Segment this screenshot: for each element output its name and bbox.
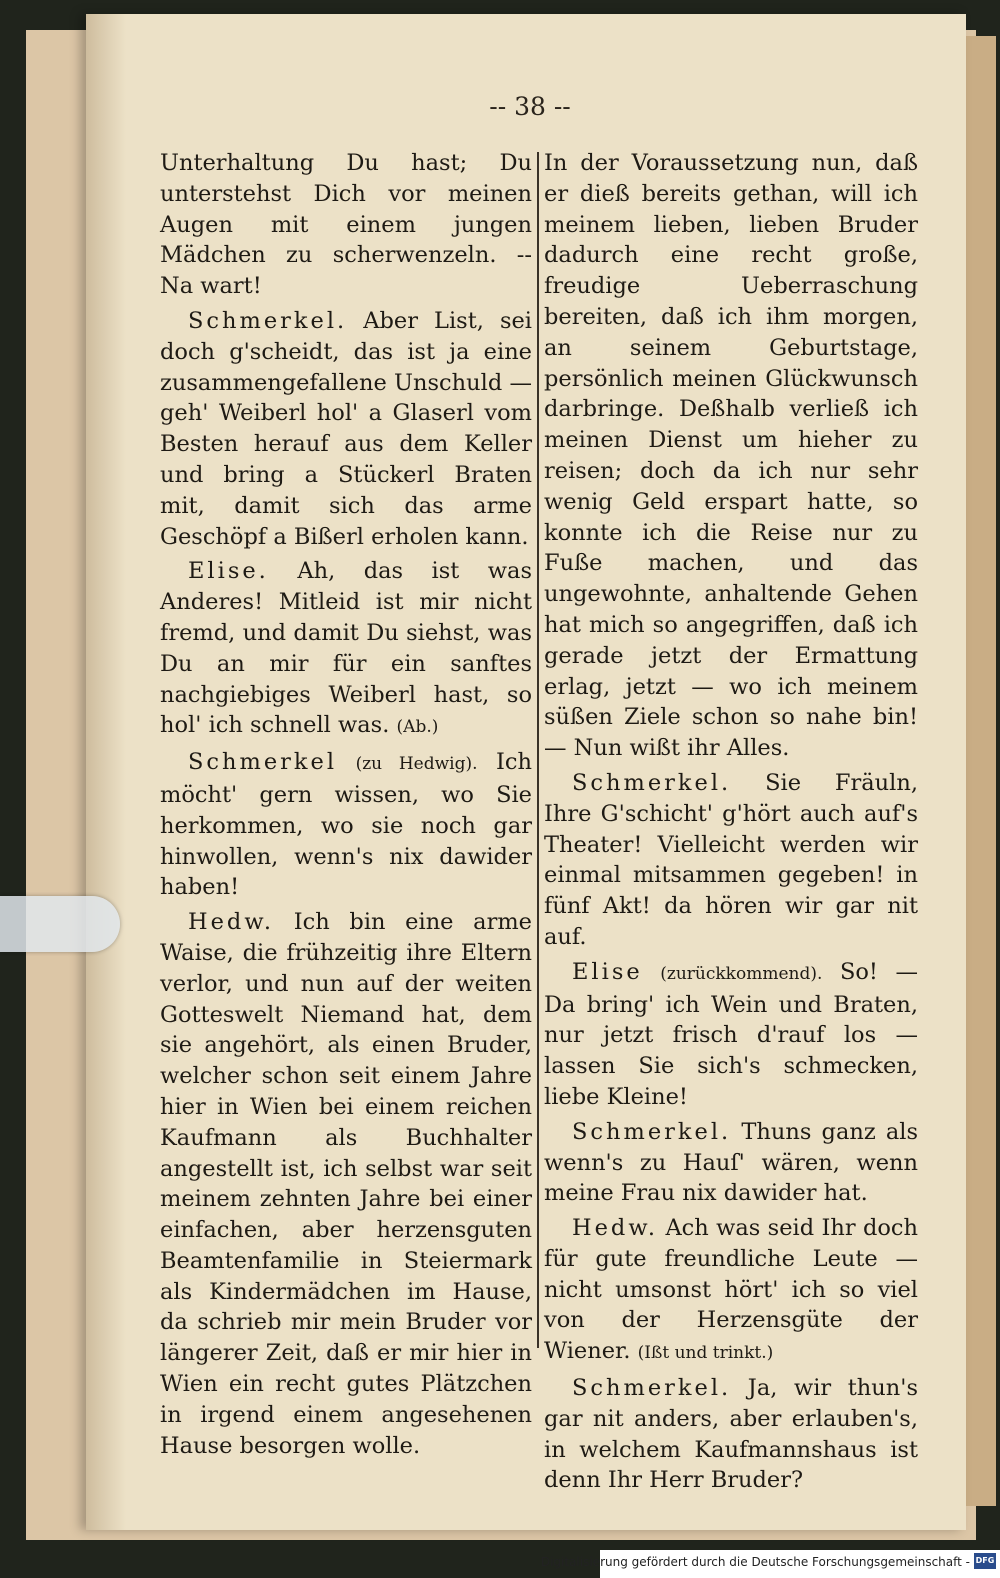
dialogue-paragraph [160, 306, 532, 552]
page-clip [0, 896, 120, 952]
page-number: -- 38 -- [489, 92, 571, 121]
dialogue-text: Ich bin eine arme Waise, die frühzeitig ihre Eltern verlor, und nun auf der weiten Gotteswelt Niemand hat, dem sie angehört, als einen Bruder, welcher schon seit einem Jahre hier in Wien bei einem reichen Kaufmann als Buchhalter angestellt ist, ich selbst war seit meinem zehnten Jahre bei einer einfachen, aber herzensguten Beamtenfamilie in Steiermark als Kindermädchen im Hause, da schrieb mir mein Bruder vor längerer Zeit, daß er mir hier in Wien ein recht gutes Plätzchen in irgend einem angesehenen Hause besorgen wolle. [160, 909, 532, 1459]
stage-direction: (Ißt und trinkt.) [637, 1343, 774, 1364]
page-edge-right [962, 36, 996, 1506]
dialogue-paragraph [160, 747, 532, 903]
dialogue-text: Thuns ganz als wenn's zu Hauſ' wären, wenn meine Frau nix dawider hat. [544, 1118, 919, 1207]
speaker-name: Hedw. [188, 909, 275, 936]
column-divider [537, 152, 539, 1348]
right-column [544, 148, 918, 1500]
dialogue-paragraph [544, 1117, 918, 1209]
speaker-name: Schmerkel. [188, 307, 348, 334]
speaker-name: Schmerkel. [572, 1375, 732, 1402]
stage-direction: (Ab.) [396, 717, 439, 738]
funding-credit: Digitalisierung gefördert durch die Deutsche Forschungsgemeinschaft - [540, 1555, 970, 1569]
paragraph: Unterhaltung Du hast; Du unterstehst Dich vor meinen Augen mit einem jungen Mädchen zu scherwenzeln. -- Na wart! [160, 150, 532, 300]
speaker-name: Schmerkel [188, 749, 338, 776]
stage-direction: (zurückkommend). [660, 963, 823, 984]
left-column [160, 148, 532, 1465]
speaker-name: Elise [572, 958, 643, 985]
dialogue-text: Ich möcht' gern wissen, wo Sie herkommen, wo sie noch gar hinwollen, wenn's nix dawider haben! [160, 749, 533, 901]
dialogue-text: Ja, wir thun's gar nit anders, aber erlauben's, in welchem Kaufmannshaus ist denn Ihr Herr Bruder? [544, 1375, 918, 1494]
dialogue-paragraph [544, 1373, 918, 1496]
dialogue-text: So! — Da bring' ich Wein und Braten, nur jetzt frisch d'rauf los — lassen Sie sich's schmecken, liebe Kleine! [544, 958, 919, 1110]
speaker-name: Schmerkel. [572, 769, 732, 796]
dfg-logo: DFG [974, 1553, 996, 1569]
stage-direction: (zu Hedwig). [355, 754, 478, 775]
dialogue-text: Ach was seid Ihr doch für gute freundliche Leute — nicht umsonst hört' ich so viel von der Herzensgüte der Wiener. [544, 1215, 918, 1365]
speaker-name: Hedw. [572, 1215, 659, 1242]
dialogue-paragraph [544, 1213, 918, 1369]
gutter-shadow [86, 14, 126, 1530]
paragraph: In der Voraussetzung nun, daß er dieß bereits gethan, will ich meinem lieben, lieben Bruder dadurch eine recht große, freudige Ueberraschung bereiten, daß ich ihm morgen, an seinem Geburtstage, persönlich meinen Glückwunsch darbringe. Deßhalb verließ ich meinen Dienst um hieher zu reisen; doch da ich nur sehr wenig Geld erspart hatte, so konnte ich die Reise nur zu Fuße machen, und das ungewohnte, anhaltende Gehen hat mich so angegriffen, daß ich gerade jetzt der Ermattung erlag, jetzt — wo ich meinem süßen Ziele schon so nahe bin! — Nun wißt ihr Alles. [544, 150, 918, 762]
dialogue-text: Sie Fräuln, Ihre G'schicht' g'hört auch auf's Theater! Vielleicht werden wir einmal mitsammen gegeben! in fünf Akt! da hören wir gar nit auf. [544, 769, 918, 950]
speaker-name: Elise. [188, 558, 269, 585]
dialogue-paragraph [160, 907, 532, 1461]
dialogue-text: Aber List, sei doch g'scheidt, das ist ja eine zusammengefallene Unschuld — geh' Weiberl hol' a Glaserl vom Besten herauf aus dem Keller und bring a Stückerl Braten mit, damit sich das arme Geschöpf a Bißerl erholen kann. [160, 307, 532, 550]
dialogue-paragraph [544, 957, 918, 1113]
speaker-name: Schmerkel. [572, 1118, 732, 1145]
dialogue-paragraph [544, 768, 918, 953]
dialogue-text: Ah, das ist was Anderes! Mitleid ist mir nicht fremd, und damit Du siehst, was Du an mir für ein sanftes nachgiebiges Weiberl hast, so hol' ich schnell was. [160, 558, 533, 739]
dialogue-paragraph [160, 556, 532, 743]
